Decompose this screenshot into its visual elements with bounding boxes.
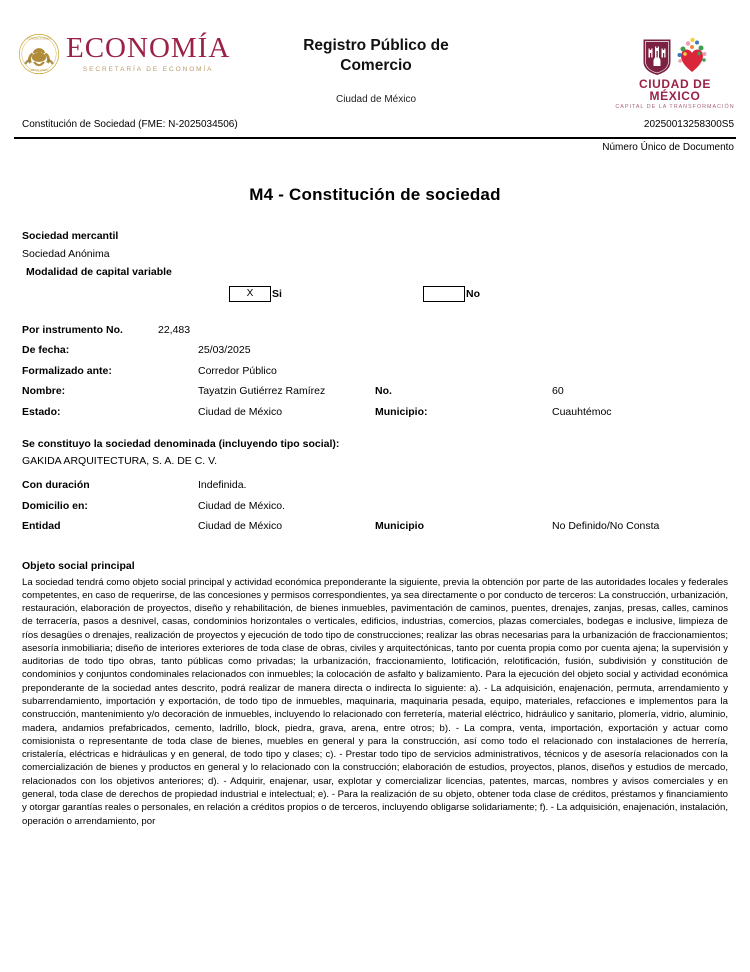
option-yes-group[interactable]	[229, 286, 282, 302]
svg-text:MEXICANOS: MEXICANOS	[30, 68, 48, 73]
option-no-group[interactable]	[423, 286, 480, 302]
checkbox-no[interactable]	[423, 286, 465, 302]
registry-city: Ciudad de México	[335, 93, 417, 105]
table-row	[22, 344, 728, 365]
economia-wordmark: ECONOMÍA	[66, 32, 231, 65]
checkbox-yes[interactable]: X	[229, 286, 271, 302]
society-block	[22, 229, 728, 280]
table-row	[22, 500, 728, 521]
variable-capital-label: Modalidad de capital variable	[26, 266, 172, 279]
row-value: Corredor Público	[198, 364, 277, 377]
row-label-2: Municipio:	[375, 405, 428, 418]
row-label-2: Municipio	[375, 520, 424, 533]
row-value-2: No Definido/No Consta	[552, 520, 660, 533]
row-label: Domicilio en:	[22, 499, 88, 512]
objeto-social-heading: Objeto social principal	[22, 559, 135, 572]
row-value: Ciudad de México	[198, 520, 283, 533]
row-label: Estado:	[22, 405, 61, 418]
fme-bar	[14, 118, 736, 139]
row-label: De fecha:	[22, 344, 70, 357]
row-value-2: Cuauhtémoc	[552, 405, 612, 418]
checkbox-no-label: No	[466, 287, 480, 300]
cdmx-floral-heart-emblem	[675, 36, 709, 76]
fme-reference: Constitución de Sociedad (FME: N-2025034506)	[22, 119, 238, 130]
document-header	[0, 0, 750, 118]
instrument-value: 22,483	[158, 323, 191, 336]
objeto-social-text: La sociedad tendrá como objeto social principal y actividad económica preponderante la siguiente, previa la obtención por parte de las autoridades locales y federales competentes, en caso de requerirse, de las concesiones y permisos correspondientes, ya sea directamente o por conducto de terceros: La construcción, urbanización, restauración, elaboración de proyectos, diseño y rehabilitación, de bienes inmuebles, pavimentación de caminos, puentes, drenajes, zanjas, presas, calles, caminos de terracería, pasos a desnivel, casas, condominios horizontales o verticales, edificios, industrias, comercios, plazas comerciales, bodegas e inclusive, limpieza de ríos desagües o drenajes, realización de proyectos y ejecución de todo tipo de construcciones; realizar las obras necesarias para la urbanización de fraccionamientos; asesoría inmobiliaria; diseño de interiores exteriores de toda clase de obras, civiles y arquitectónicas, tanto por cuenta propia como por cuenta ajena; la supervisión y auditorias de todo tipo obras, tanto públicas como privadas; la urbanización, fraccionamiento, lotificación, relotificación, fusión, subdivisión y constitución de condominios y conjuntos condominales relacionados con inmuebles; la colocación de asfalto y balizamiento. Para la ejecución del objeto social y actividad económica preponderante de la sociedad antes descrito, podrá realizar de manera directa o indirecta lo siguiente: a). - La adquisición, enajenación, permuta, arrendamiento y subarrendamiento, importación y exportación, de todo tipo de inmuebles, maquinaria, maquinaria pesada, equipo, materiales, refacciones e implementos para la construcción, mantenimiento y/o decoración de inmuebles, incluyendo lo relacionado con ferretería, material eléctrico, hidráulico y sanitario, plomería, vidrio, aluminio, madera, andamios prefabricados, cemento, ladrillo, block, piedra, grava, arena, entre otros; b). - La compra, venta, importación, exportación y actuar como comisionista o representante de toda clase de bienes, muebles en general y para la construcción, así como todo el relacionado con instalaciones de herrería, cristalería, eléctricas e hidráulicas y en general, de todo tipo y clases; c). - Prestar todo tipo de servicios administrativos, técnicos y de asesoría relacionados con la comercialización de bienes y productos en general y lo relacionado con la construcción; elaboración de estudios, proyectos, planos, diseños y estudios de mercado, relacionados con los objetivos anteriores; d). - Adquirir, enajenar, usar, explotar y comercializar licencias, patentes, marcas, nombres y avisos comerciales y en general, toda clase de derechos de propiedad industrial e intelectual; e). - Para la realización de su objeto, obtener toda clase de créditos, préstamos y financiamiento y otorgar garantías reales o personales, en relación a créditos propios o de terceros, incluyendo obligarse solidariamente; f). - La adquisición, enajenación, instalación, operación o arrendamiento, por	[22, 576, 728, 827]
table-row	[22, 406, 728, 427]
row-value: Ciudad de México	[198, 405, 283, 418]
table-row	[22, 365, 728, 386]
instrument-label: Por instrumento No.	[22, 323, 123, 336]
form-sheet	[0, 185, 750, 828]
table-row	[22, 479, 728, 500]
row-label: Formalizado ante:	[22, 364, 112, 377]
cdmx-logo	[615, 26, 735, 110]
row-value: Indefinida.	[198, 479, 247, 492]
form-title: M4 - Constitución de sociedad	[249, 185, 501, 204]
row-label: Entidad	[22, 520, 61, 533]
variable-capital-options	[22, 286, 728, 312]
economia-subtitle: SECRETARÍA DE ECONOMÍA	[82, 66, 214, 74]
svg-text:ESTADOS UNIDOS: ESTADOS UNIDOS	[26, 36, 52, 41]
registry-title-line1: Registro Público de	[303, 37, 449, 54]
company-name: GAKIDA ARQUITECTURA, S. A. DE C. V.	[22, 455, 218, 468]
document-number: 20250013258300S5	[643, 119, 734, 130]
society-type-value: Sociedad Anónima	[22, 248, 110, 261]
registry-title-block	[265, 36, 487, 105]
mexican-coat-of-arms-seal	[18, 33, 60, 75]
table-row	[22, 385, 728, 406]
row-instrument	[22, 324, 728, 345]
cdmx-shield-emblem	[642, 38, 672, 76]
row-label-2: No.	[375, 385, 392, 398]
row-value-2: 60	[552, 385, 564, 398]
row-value: Tayatzin Gutiérrez Ramírez	[198, 385, 326, 398]
society-type-label: Sociedad mercantil	[22, 230, 119, 242]
row-value: 25/03/2025	[198, 344, 251, 357]
cdmx-tagline: CAPITAL DE LA TRANSFORMACIÓN	[615, 104, 735, 110]
registry-title-line2: Comercio	[340, 56, 412, 74]
denomination-block	[22, 438, 728, 467]
instrument-rows	[22, 324, 728, 427]
denomination-heading: Se constituyo la sociedad denominada (incluyendo tipo social):	[22, 438, 340, 451]
checkbox-yes-label: Si	[272, 287, 282, 300]
row-label: Nombre:	[22, 385, 66, 398]
cdmx-name: CIUDAD DE MÉXICO	[638, 77, 712, 103]
economia-logo	[18, 33, 230, 75]
row-value: Ciudad de México.	[198, 499, 285, 512]
row-label: Con duración	[22, 479, 90, 492]
document-number-caption: Número Único de Documento	[602, 142, 734, 153]
table-row	[22, 520, 728, 541]
duration-rows	[22, 479, 728, 541]
